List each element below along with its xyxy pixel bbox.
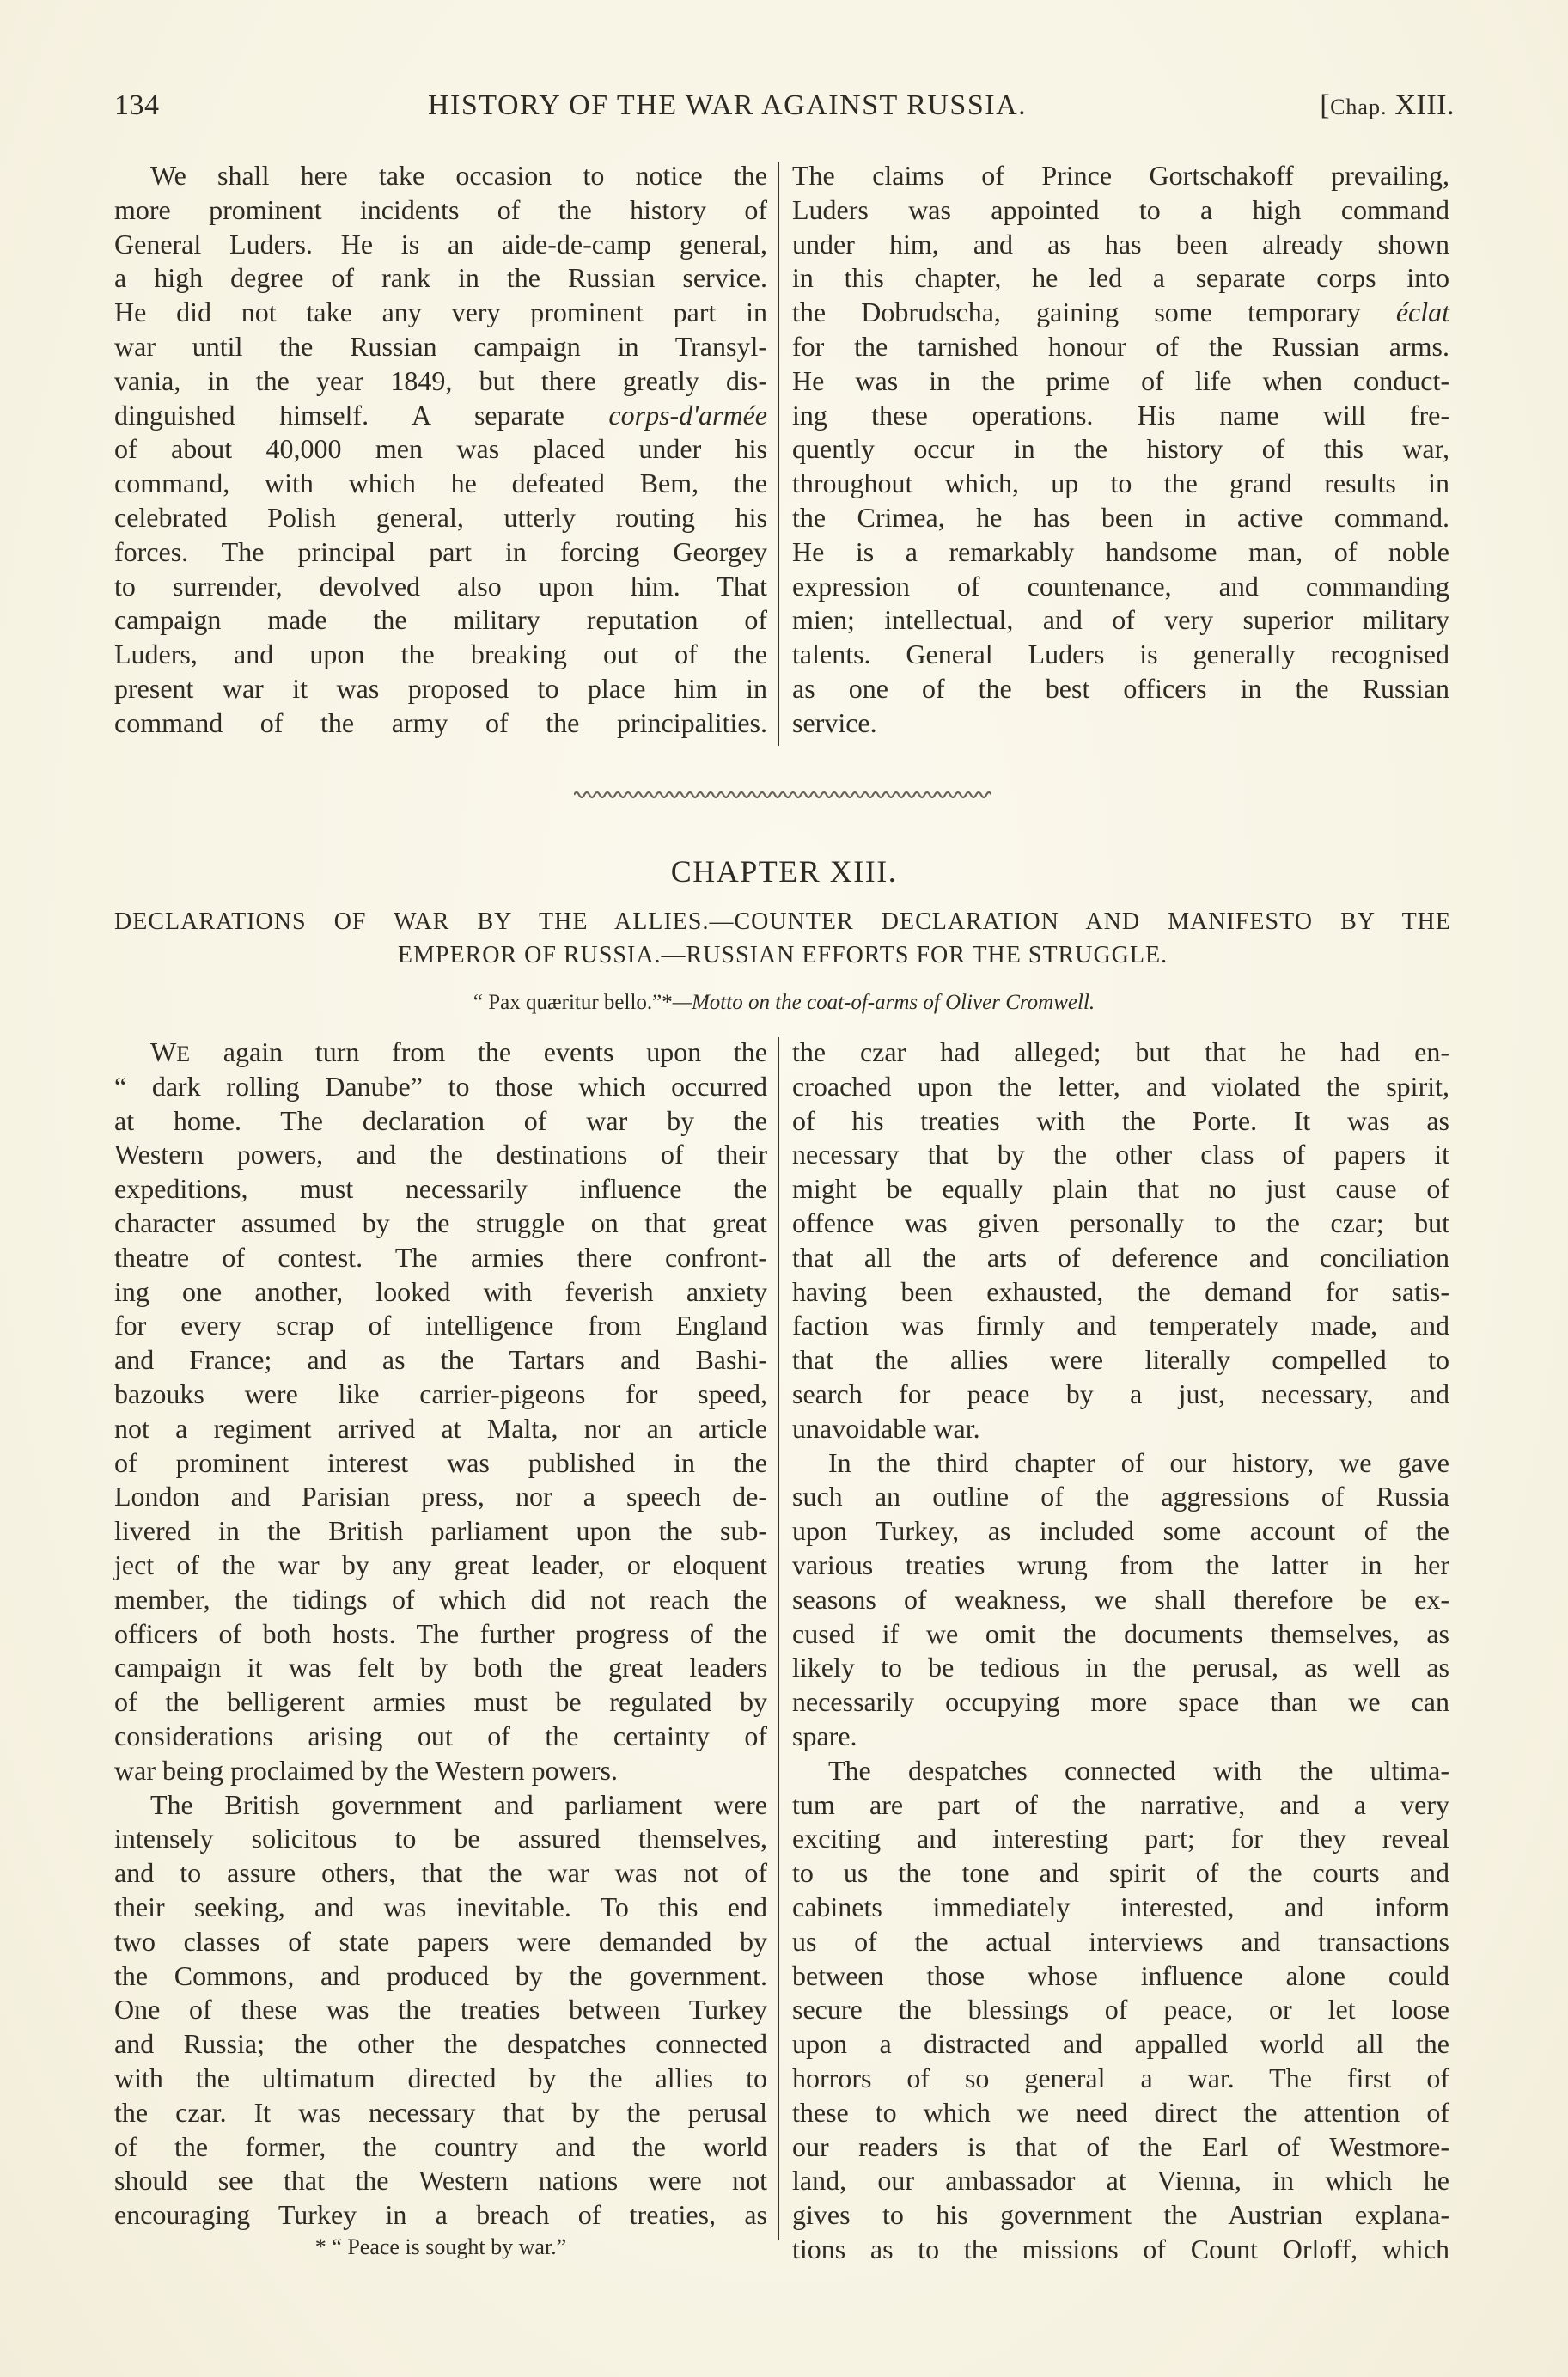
chapter-motto xyxy=(0,991,1568,1015)
text-line: upon a distracted and appalled world all the xyxy=(792,2028,1449,2060)
text-line: He is a remarkably handsome man, of noble xyxy=(792,535,1449,567)
text-line: their seeking, and was inevitable. To this end xyxy=(114,1891,767,1922)
text-line: considerations arising out of the certainty of xyxy=(114,1720,767,1751)
motto-attribution: —Motto on the coat-of-arms of Oliver Cromwell. xyxy=(672,991,1095,1014)
italic-phrase: corps-d'armée xyxy=(608,399,767,431)
text-line: various treaties wrung from the latter in her xyxy=(792,1549,1449,1580)
text-line: and France; and as the Tartars and Bashi- xyxy=(114,1344,767,1376)
text-line: war until the Russian campaign in Transyl- xyxy=(114,330,767,362)
text-line: quently occur in the history of this war, xyxy=(792,433,1449,465)
text-line: of the belligerent armies must be regulated by xyxy=(114,1686,767,1718)
text-line: of his treaties with the Porte. It was as xyxy=(792,1104,1449,1136)
bottom-right-column xyxy=(792,1036,1449,2267)
text-line: service. xyxy=(792,706,877,738)
text-line: expression of countenance, and commanding xyxy=(792,570,1449,602)
text-line: ject of the war by any great leader, or eloquent xyxy=(114,1549,767,1580)
footnote: * “ Peace is sought by war.” xyxy=(314,2234,567,2259)
text-line: at home. The declaration of war by the xyxy=(114,1104,767,1136)
text-line: seasons of weakness, we shall therefore be ex- xyxy=(792,1583,1449,1615)
text-line: as one of the best officers in the Russian xyxy=(792,672,1449,704)
text-line: campaign made the military reputation of xyxy=(114,604,767,636)
text-line: officers of both hosts. The further progress of the xyxy=(114,1617,767,1649)
text-line: that the allies were literally compelled to xyxy=(792,1344,1449,1376)
text-line: faction was firmly and temperately made, and xyxy=(792,1310,1449,1341)
text-line xyxy=(114,399,767,433)
text-line: In the third chapter of our history, we gave xyxy=(828,1446,1449,1478)
text-line: livered in the British parliament upon the sub- xyxy=(114,1515,767,1547)
text-line: unavoidable war. xyxy=(792,1412,980,1444)
top-right-column xyxy=(792,159,1449,741)
bottom-left-column xyxy=(114,1036,767,2233)
chapter-abbr: Chap. xyxy=(1330,95,1388,119)
chapter-bracket: [ xyxy=(1320,89,1331,121)
text-line: and Russia; the other the despatches connected xyxy=(114,2028,767,2060)
text-line: Luders was appointed to a high command xyxy=(792,193,1449,225)
text-line: to us the tone and spirit of the courts and xyxy=(792,1857,1449,1889)
text-line: He was in the prime of life when conduct- xyxy=(792,364,1449,396)
drop-word-initial: W xyxy=(150,1036,177,1067)
text-line: and to assure others, that the war was not of xyxy=(114,1857,767,1889)
text-line: the czar had alleged; but that he had en- xyxy=(792,1036,1449,1067)
text-line: command of the army of the principalities. xyxy=(114,706,767,738)
text-fragment: again turn from the events upon the xyxy=(191,1036,767,1067)
text-line: One of these was the treaties between Turkey xyxy=(114,1994,767,2026)
text-line: General Luders. He is an aide-de-camp general, xyxy=(114,228,767,260)
text-line: of the former, the country and the world xyxy=(114,2130,767,2162)
text-line: likely to be tedious in the perusal, as well as xyxy=(792,1652,1449,1683)
text-line: Luders, and upon the breaking out of the xyxy=(114,639,767,670)
chapter-reference xyxy=(1320,89,1455,122)
text-line: vania, in the year 1849, but there greatly dis- xyxy=(114,364,767,396)
text-line: He did not take any very prominent part in xyxy=(114,296,767,328)
text-line: celebrated Polish general, utterly routing his xyxy=(114,501,767,533)
text-line: gives to his government the Austrian explana- xyxy=(792,2199,1449,2231)
wavy-ornament-divider xyxy=(574,789,991,801)
text-line: that all the arts of deference and conciliation xyxy=(792,1241,1449,1273)
text-line: croached upon the letter, and violated the spirit, xyxy=(792,1070,1449,1102)
text-line: under him, and as has been already shown xyxy=(792,228,1449,260)
text-line: spare. xyxy=(792,1720,857,1751)
chapter-summary xyxy=(114,905,1451,972)
book-title: HISTORY OF THE WAR AGAINST RUSSIA. xyxy=(428,89,1028,121)
text-line: member, the tidings of which did not reach the xyxy=(114,1583,767,1615)
text-line: more prominent incidents of the history of xyxy=(114,193,767,225)
column-divider-top xyxy=(778,162,779,746)
text-line: ing one another, looked with feverish anxiety xyxy=(114,1275,767,1307)
text-line: London and Parisian press, nor a speech de- xyxy=(114,1481,767,1512)
text-line: tions as to the missions of Count Orloff, which xyxy=(792,2233,1449,2264)
text-line: search for peace by a just, necessary, and xyxy=(792,1378,1449,1409)
text-line: present war it was proposed to place him in xyxy=(114,672,767,704)
text-line: The claims of Prince Gortschakoff prevailing, xyxy=(792,160,1449,191)
text-line xyxy=(114,1036,767,1070)
text-line: should see that the Western nations were not xyxy=(114,2165,767,2197)
running-header xyxy=(114,89,1455,131)
text-line: upon Turkey, as included some account of the xyxy=(792,1515,1449,1547)
text-line: necessary that by the other class of papers it xyxy=(792,1139,1449,1170)
text-line: intensely solicitous to be assured themselves, xyxy=(114,1823,767,1855)
text-line: encouraging Turkey in a breach of treaties, as xyxy=(114,2199,767,2231)
text-line: horrors of so general a war. The first of xyxy=(792,2062,1449,2093)
text-line: of about 40,000 men was placed under his xyxy=(114,433,767,465)
text-line: war being proclaimed by the Western powers. xyxy=(114,1754,618,1786)
chapter-title: CHAPTER XIII. xyxy=(670,854,898,889)
motto-quote: “ Pax quæritur bello.”* xyxy=(473,991,673,1014)
text-line: our readers is that of the Earl of Westmore- xyxy=(792,2130,1449,2162)
text-line: theatre of contest. The armies there confront- xyxy=(114,1241,767,1273)
text-line: with the ultimatum directed by the allies to xyxy=(114,2062,767,2093)
text-line: cabinets immediately interested, and inform xyxy=(792,1891,1449,1922)
text-line: tum are part of the narrative, and a very xyxy=(792,1788,1449,1820)
text-line: not a regiment arrived at Malta, nor an article xyxy=(114,1412,767,1444)
top-left-column xyxy=(114,159,767,741)
text-line: “ dark rolling Danube” to those which occurred xyxy=(114,1070,767,1102)
chapter-number: XIII. xyxy=(1394,89,1455,121)
text-line: forces. The principal part in forcing Georgey xyxy=(114,535,767,567)
page-number: 134 xyxy=(114,89,160,121)
text-line: expeditions, must necessarily influence the xyxy=(114,1173,767,1205)
text-line: The despatches connected with the ultima- xyxy=(828,1754,1449,1786)
text-line: us of the actual interviews and transactions xyxy=(792,1925,1449,1957)
text-line: ing these operations. His name will fre- xyxy=(792,399,1449,431)
text-line: cused if we omit the documents themselves, as xyxy=(792,1617,1449,1649)
text-line: The British government and parliament were xyxy=(150,1788,767,1820)
text-line: throughout which, up to the grand results in xyxy=(792,467,1449,499)
text-line: two classes of state papers were demanded by xyxy=(114,1925,767,1957)
chapter-summary-line: EMPEROR OF RUSSIA.—RUSSIAN EFFORTS FOR THE STRUGGLE. xyxy=(397,942,1168,969)
drop-word-rest: E xyxy=(176,1042,192,1066)
text-fragment: dinguished himself. A separate xyxy=(114,399,609,431)
text-line: a high degree of rank in the Russian service. xyxy=(114,262,767,294)
text-line: the Crimea, he has been in active command. xyxy=(792,501,1449,533)
text-line: for the tarnished honour of the Russian arms. xyxy=(792,330,1449,362)
text-line: might be equally plain that no just cause of xyxy=(792,1173,1449,1205)
text-line: between those whose influence alone could xyxy=(792,1959,1449,1991)
italic-word: éclat xyxy=(1395,296,1449,328)
text-line: these to which we need direct the attention of xyxy=(792,2096,1449,2128)
text-line: character assumed by the struggle on that great xyxy=(114,1207,767,1238)
text-line: We shall here take occasion to notice the xyxy=(150,160,767,191)
chapter-summary-line: DECLARATIONS OF WAR BY THE ALLIES.—COUNTER DECLARATION AND MANIFESTO BY THE xyxy=(114,908,1451,935)
text-line: necessarily occupying more space than we can xyxy=(792,1686,1449,1718)
text-line: the czar. It was necessary that by the perusal xyxy=(114,2096,767,2128)
text-line: command, with which he defeated Bem, the xyxy=(114,467,767,499)
text-line xyxy=(792,296,1449,330)
text-line: offence was given personally to the czar; but xyxy=(792,1207,1449,1238)
text-line: Western powers, and the destinations of their xyxy=(114,1139,767,1170)
text-line: campaign it was felt by both the great leaders xyxy=(114,1652,767,1683)
text-line: to surrender, devolved also upon him. That xyxy=(114,570,767,602)
text-line: such an outline of the aggressions of Russia xyxy=(792,1481,1449,1512)
text-line: of prominent interest was published in the xyxy=(114,1446,767,1478)
text-fragment: the Dobrudscha, gaining some temporary xyxy=(792,296,1396,328)
text-line: mien; intellectual, and of very superior military xyxy=(792,604,1449,636)
text-line: for every scrap of intelligence from England xyxy=(114,1310,767,1341)
text-line: having been exhausted, the demand for satis- xyxy=(792,1275,1449,1307)
text-line: talents. General Luders is generally recognised xyxy=(792,639,1449,670)
text-line: the Commons, and produced by the government. xyxy=(114,1959,767,1991)
text-line: secure the blessings of peace, or let loose xyxy=(792,1994,1449,2026)
text-line: land, our ambassador at Vienna, in which he xyxy=(792,2165,1449,2197)
text-line: bazouks were like carrier-pigeons for speed, xyxy=(114,1378,767,1409)
column-divider-bottom xyxy=(778,1037,779,2240)
text-line: exciting and interesting part; for they reveal xyxy=(792,1823,1449,1855)
text-line: in this chapter, he led a separate corps into xyxy=(792,262,1449,294)
